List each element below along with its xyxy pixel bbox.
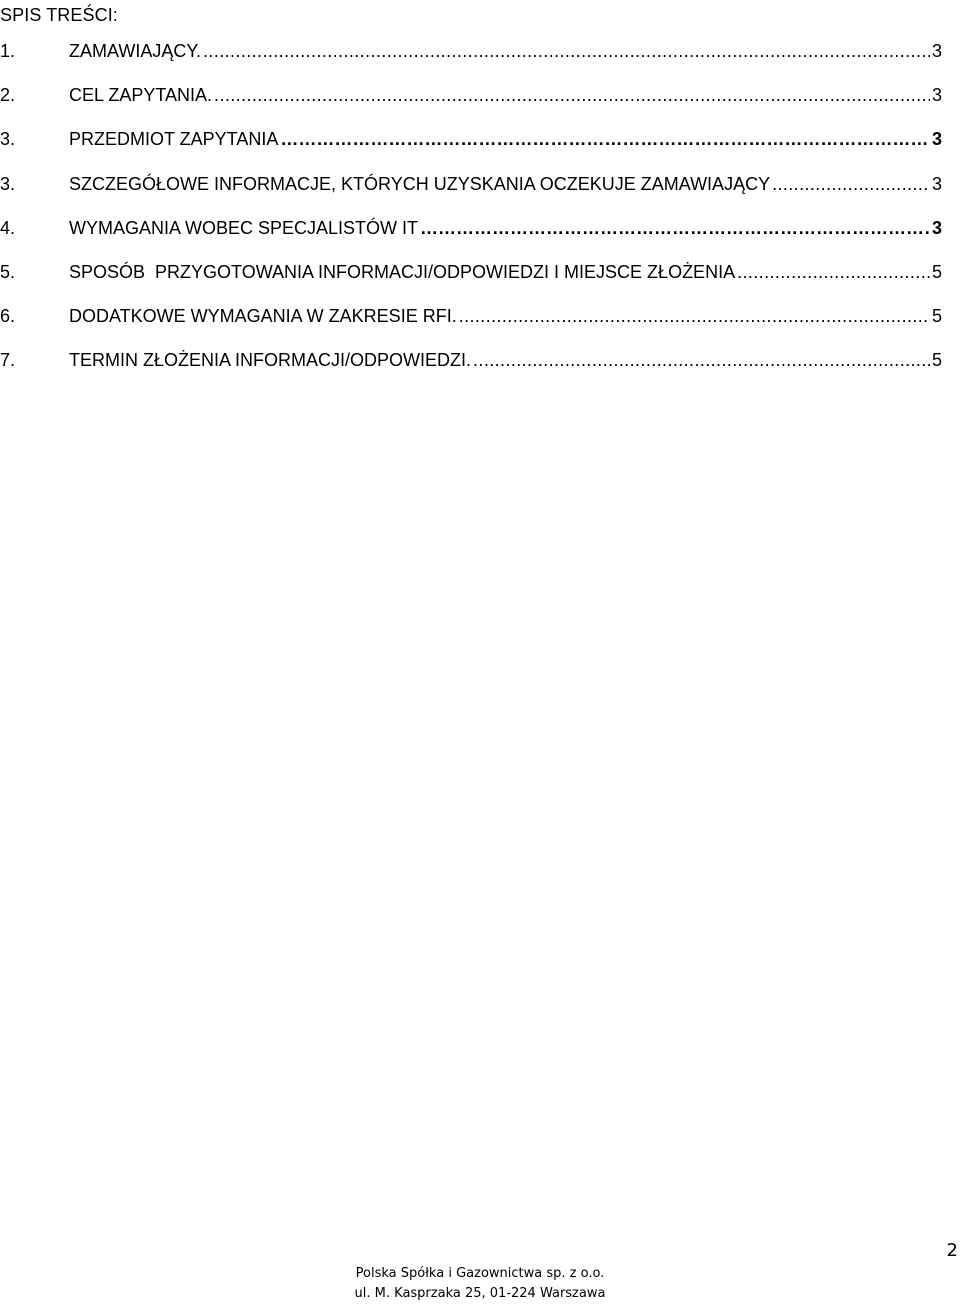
toc-list	[0, 38, 942, 392]
toc-entry-page: 3	[931, 41, 942, 61]
toc-leader-dots	[459, 303, 930, 329]
toc-entry[interactable]	[0, 215, 942, 247]
toc-entry-page: 5	[931, 350, 942, 371]
toc-entry[interactable]	[0, 171, 942, 203]
toc-entry-title: WYMAGANIA WOBEC SPECJALISTÓW IT	[69, 217, 419, 238]
toc-entry-number: 7.	[0, 350, 16, 371]
toc-entry-page: 5	[931, 261, 942, 282]
toc-entry-title: SZCZEGÓŁOWE INFORMACJE, KTÓRYCH UZYSKANIA OCZEKUJE ZAMAWIAJĄCY	[69, 173, 771, 194]
toc-entry-title: SPOSÓB PRZYGOTOWANIA INFORMACJI/ODPOWIEDZI I MIEJSCE ZŁOŻENIA	[69, 261, 736, 282]
toc-entry-number: 4.	[0, 217, 16, 238]
toc-heading: SPIS TREŚCI:	[0, 5, 118, 25]
toc-entry-title: CEL ZAPYTANIA.	[69, 85, 213, 106]
toc-entry-title: DODATKOWE WYMAGANIA W ZAKRESIE RFI.	[69, 306, 457, 327]
toc-entry[interactable]	[0, 82, 942, 114]
toc-entry-number: 5.	[0, 261, 16, 282]
toc-entry-page: 3	[931, 85, 942, 106]
footer-address: ul. M. Kasprzaka 25, 01-224 Warszawa	[354, 1286, 606, 1301]
toc-entry-number: 3.	[0, 173, 16, 194]
toc-entry[interactable]	[0, 347, 942, 379]
toc-entry-page: 3	[931, 129, 942, 150]
toc-entry-title: ZAMAWIAJĄCY.	[69, 41, 202, 61]
toc-leader-dots	[214, 82, 930, 108]
page-number: 2	[946, 1240, 958, 1261]
footer	[0, 1264, 960, 1304]
toc-entry-number: 1.	[0, 41, 16, 61]
toc-entry-page: 3	[931, 217, 942, 238]
toc-leader-dots	[772, 171, 930, 197]
toc-entry-page: 5	[931, 306, 942, 327]
toc-entry-title: TERMIN ZŁOŻENIA INFORMACJI/ODPOWIEDZI.	[69, 350, 472, 371]
toc-entry-number: 6.	[0, 306, 16, 327]
toc-leader-dots	[420, 215, 930, 241]
toc-entry-number: 2.	[0, 85, 16, 106]
footer-company: Polska Spółka i Gazownictwa sp. z o.o.	[355, 1266, 605, 1281]
toc-entry-page: 3	[931, 173, 942, 194]
toc-leader-dots	[203, 38, 930, 64]
toc-entry[interactable]	[0, 38, 942, 70]
toc-leader-dots	[280, 126, 930, 152]
toc-entry[interactable]	[0, 259, 942, 291]
toc-entry[interactable]	[0, 303, 942, 335]
toc-leader-dots	[737, 259, 930, 285]
toc-leader-dots	[473, 347, 930, 373]
toc-entry-title: PRZEDMIOT ZAPYTANIA	[69, 129, 279, 150]
toc-entry[interactable]	[0, 126, 942, 158]
toc-entry-number: 3.	[0, 129, 16, 150]
